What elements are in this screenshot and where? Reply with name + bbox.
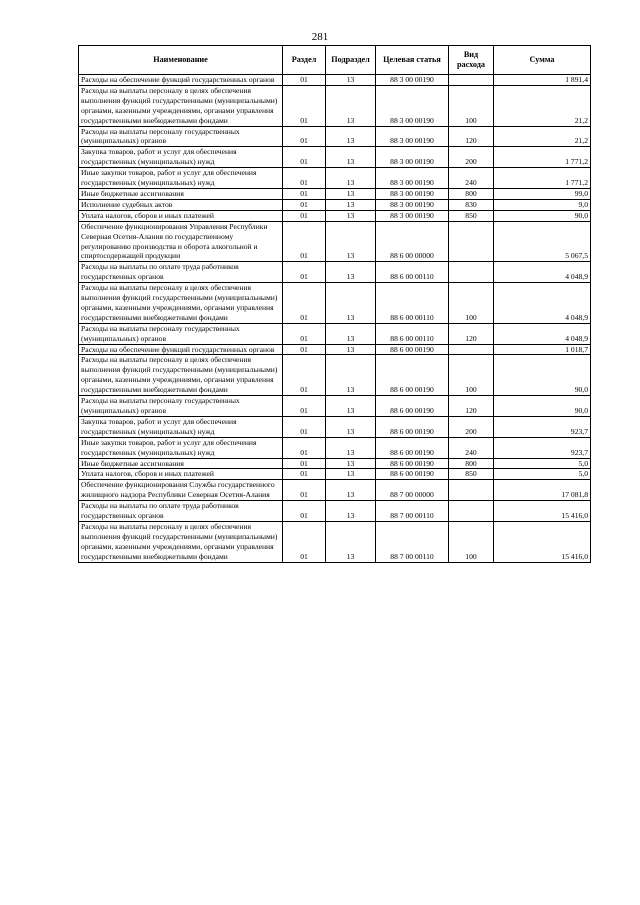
row-expense-type bbox=[449, 262, 494, 283]
row-section: 01 bbox=[283, 469, 326, 480]
row-sum: 90,0 bbox=[494, 396, 591, 417]
row-target-article: 88 3 00 00190 bbox=[376, 168, 449, 189]
row-section: 01 bbox=[283, 221, 326, 262]
header-section: Раздел bbox=[283, 46, 326, 75]
row-expense-type bbox=[449, 221, 494, 262]
row-subsection: 13 bbox=[326, 210, 376, 221]
row-subsection: 13 bbox=[326, 437, 376, 458]
row-sum: 15 416,0 bbox=[494, 501, 591, 522]
row-section: 01 bbox=[283, 199, 326, 210]
row-target-article: 88 3 00 00190 bbox=[376, 85, 449, 126]
row-expense-type: 100 bbox=[449, 283, 494, 324]
row-expense-type: 850 bbox=[449, 469, 494, 480]
row-subsection: 13 bbox=[326, 85, 376, 126]
row-expense-type: 100 bbox=[449, 85, 494, 126]
table-row bbox=[79, 416, 591, 437]
row-subsection: 13 bbox=[326, 521, 376, 562]
row-name: Расходы на обеспечение функций государственных органов bbox=[79, 75, 283, 86]
row-target-article: 88 6 00 00190 bbox=[376, 437, 449, 458]
row-section: 01 bbox=[283, 168, 326, 189]
table-row bbox=[79, 396, 591, 417]
row-subsection: 13 bbox=[326, 126, 376, 147]
row-name: Иные закупки товаров, работ и услуг для обеспечения государственных (муниципальных) нужд bbox=[79, 168, 283, 189]
row-name: Исполнение судебных актов bbox=[79, 199, 283, 210]
table-row bbox=[79, 168, 591, 189]
row-sum: 5 067,5 bbox=[494, 221, 591, 262]
row-expense-type: 100 bbox=[449, 521, 494, 562]
table-row bbox=[79, 344, 591, 355]
row-target-article: 88 6 00 00190 bbox=[376, 416, 449, 437]
row-section: 01 bbox=[283, 521, 326, 562]
row-subsection: 13 bbox=[326, 188, 376, 199]
row-name: Уплата налогов, сборов и иных платежей bbox=[79, 469, 283, 480]
table-row bbox=[79, 469, 591, 480]
row-section: 01 bbox=[283, 323, 326, 344]
row-name: Обеспечение функционирования Управления Республики Северная Осетия-Алания по государственному регулированию производства и оборота алкогольной и спиртосодержащей продукции bbox=[79, 221, 283, 262]
row-section: 01 bbox=[283, 262, 326, 283]
table-row bbox=[79, 480, 591, 501]
row-subsection: 13 bbox=[326, 416, 376, 437]
row-target-article: 88 6 00 00190 bbox=[376, 344, 449, 355]
row-expense-type: 800 bbox=[449, 188, 494, 199]
row-expense-type: 100 bbox=[449, 355, 494, 396]
row-name: Иные закупки товаров, работ и услуг для обеспечения государственных (муниципальных) нужд bbox=[79, 437, 283, 458]
row-target-article: 88 6 00 00190 bbox=[376, 469, 449, 480]
row-section: 01 bbox=[283, 210, 326, 221]
table-row bbox=[79, 188, 591, 199]
row-subsection: 13 bbox=[326, 75, 376, 86]
row-subsection: 13 bbox=[326, 344, 376, 355]
row-expense-type: 800 bbox=[449, 458, 494, 469]
row-target-article: 88 3 00 00190 bbox=[376, 210, 449, 221]
row-section: 01 bbox=[283, 480, 326, 501]
row-target-article: 88 6 00 00190 bbox=[376, 396, 449, 417]
row-sum: 923,7 bbox=[494, 437, 591, 458]
row-sum: 923,7 bbox=[494, 416, 591, 437]
table-row bbox=[79, 147, 591, 168]
row-expense-type: 240 bbox=[449, 168, 494, 189]
row-sum: 15 416,0 bbox=[494, 521, 591, 562]
row-name: Расходы на выплаты персоналу в целях обеспечения выполнения функций государственными (муниципальными) органами, казенными учреждениями, органами управления государственными внебюджетными фондами bbox=[79, 355, 283, 396]
row-section: 01 bbox=[283, 355, 326, 396]
row-target-article: 88 7 00 00110 bbox=[376, 521, 449, 562]
row-name: Уплата налогов, сборов и иных платежей bbox=[79, 210, 283, 221]
row-subsection: 13 bbox=[326, 469, 376, 480]
row-target-article: 88 3 00 00190 bbox=[376, 147, 449, 168]
row-target-article: 88 6 00 00000 bbox=[376, 221, 449, 262]
row-target-article: 88 3 00 00190 bbox=[376, 126, 449, 147]
row-name: Расходы на выплаты по оплате труда работников государственных органов bbox=[79, 262, 283, 283]
row-expense-type bbox=[449, 501, 494, 522]
row-sum: 1 018,7 bbox=[494, 344, 591, 355]
budget-table bbox=[78, 45, 591, 563]
row-sum: 5,0 bbox=[494, 458, 591, 469]
row-name: Обеспечение функционирования Службы государственного жилищного надзора Республики Северная Осетия-Алания bbox=[79, 480, 283, 501]
row-sum: 1 771,2 bbox=[494, 168, 591, 189]
row-section: 01 bbox=[283, 396, 326, 417]
row-subsection: 13 bbox=[326, 168, 376, 189]
row-target-article: 88 3 00 00190 bbox=[376, 199, 449, 210]
row-target-article: 88 6 00 00190 bbox=[376, 458, 449, 469]
row-name: Расходы на выплаты персоналу государственных (муниципальных) органов bbox=[79, 396, 283, 417]
row-section: 01 bbox=[283, 85, 326, 126]
row-name: Расходы на выплаты персоналу в целях обеспечения выполнения функций государственными (муниципальными) органами, казенными учреждениями, органами управления государственными внебюджетными фондами bbox=[79, 283, 283, 324]
row-section: 01 bbox=[283, 416, 326, 437]
row-expense-type: 120 bbox=[449, 396, 494, 417]
header-target-article: Целевая статья bbox=[376, 46, 449, 75]
row-section: 01 bbox=[283, 437, 326, 458]
row-target-article: 88 7 00 00000 bbox=[376, 480, 449, 501]
row-subsection: 13 bbox=[326, 262, 376, 283]
row-subsection: 13 bbox=[326, 501, 376, 522]
row-expense-type bbox=[449, 344, 494, 355]
table-row bbox=[79, 283, 591, 324]
row-section: 01 bbox=[283, 75, 326, 86]
row-target-article: 88 6 00 00110 bbox=[376, 262, 449, 283]
row-section: 01 bbox=[283, 501, 326, 522]
row-expense-type: 200 bbox=[449, 147, 494, 168]
page-number: 281 bbox=[311, 31, 329, 43]
table-row bbox=[79, 75, 591, 86]
row-target-article: 88 6 00 00110 bbox=[376, 283, 449, 324]
row-target-article: 88 6 00 00110 bbox=[376, 323, 449, 344]
row-name: Закупка товаров, работ и услуг для обеспечения государственных (муниципальных) нужд bbox=[79, 416, 283, 437]
table-row bbox=[79, 437, 591, 458]
header-name: Наименование bbox=[79, 46, 283, 75]
row-subsection: 13 bbox=[326, 323, 376, 344]
row-target-article: 88 7 00 00110 bbox=[376, 501, 449, 522]
row-sum: 21,2 bbox=[494, 126, 591, 147]
row-sum: 1 771,2 bbox=[494, 147, 591, 168]
row-expense-type: 850 bbox=[449, 210, 494, 221]
row-sum: 4 048,9 bbox=[494, 283, 591, 324]
row-sum: 5,0 bbox=[494, 469, 591, 480]
row-sum: 17 081,8 bbox=[494, 480, 591, 501]
table-row bbox=[79, 210, 591, 221]
row-subsection: 13 bbox=[326, 396, 376, 417]
row-section: 01 bbox=[283, 283, 326, 324]
row-expense-type bbox=[449, 480, 494, 501]
row-section: 01 bbox=[283, 147, 326, 168]
row-name: Расходы на обеспечение функций государственных органов bbox=[79, 344, 283, 355]
row-subsection: 13 bbox=[326, 147, 376, 168]
row-target-article: 88 6 00 00190 bbox=[376, 355, 449, 396]
row-sum: 99,0 bbox=[494, 188, 591, 199]
row-name: Расходы на выплаты персоналу государственных (муниципальных) органов bbox=[79, 126, 283, 147]
row-name: Иные бюджетные ассигнования bbox=[79, 188, 283, 199]
row-sum: 9,0 bbox=[494, 199, 591, 210]
table-row bbox=[79, 458, 591, 469]
row-expense-type: 200 bbox=[449, 416, 494, 437]
row-target-article: 88 3 00 00190 bbox=[376, 75, 449, 86]
row-section: 01 bbox=[283, 188, 326, 199]
table-row bbox=[79, 126, 591, 147]
row-sum: 90,0 bbox=[494, 210, 591, 221]
row-subsection: 13 bbox=[326, 283, 376, 324]
row-subsection: 13 bbox=[326, 480, 376, 501]
row-section: 01 bbox=[283, 344, 326, 355]
row-expense-type: 120 bbox=[449, 126, 494, 147]
header-subsection: Подраздел bbox=[326, 46, 376, 75]
table-row bbox=[79, 199, 591, 210]
header-sum: Сумма bbox=[494, 46, 591, 75]
row-subsection: 13 bbox=[326, 199, 376, 210]
row-name: Расходы на выплаты персоналу в целях обеспечения выполнения функций государственными (муниципальными) органами, казенными учреждениями, органами управления государственными внебюджетными фондами bbox=[79, 521, 283, 562]
table-row bbox=[79, 501, 591, 522]
row-expense-type bbox=[449, 75, 494, 86]
row-section: 01 bbox=[283, 458, 326, 469]
table-row bbox=[79, 521, 591, 562]
row-sum: 4 048,9 bbox=[494, 262, 591, 283]
table-header-row bbox=[79, 46, 591, 75]
row-name: Расходы на выплаты персоналу государственных (муниципальных) органов bbox=[79, 323, 283, 344]
row-sum: 4 048,9 bbox=[494, 323, 591, 344]
table-row bbox=[79, 85, 591, 126]
row-expense-type: 830 bbox=[449, 199, 494, 210]
row-section: 01 bbox=[283, 126, 326, 147]
row-target-article: 88 3 00 00190 bbox=[376, 188, 449, 199]
table-row bbox=[79, 323, 591, 344]
header-expense-type: Вид расхода bbox=[449, 46, 494, 75]
row-subsection: 13 bbox=[326, 355, 376, 396]
row-sum: 90,0 bbox=[494, 355, 591, 396]
row-name: Расходы на выплаты персоналу в целях обеспечения выполнения функций государственными (муниципальными) органами, казенными учреждениями, органами управления государственными внебюджетными фондами bbox=[79, 85, 283, 126]
row-sum: 21,2 bbox=[494, 85, 591, 126]
row-name: Иные бюджетные ассигнования bbox=[79, 458, 283, 469]
row-subsection: 13 bbox=[326, 458, 376, 469]
row-expense-type: 120 bbox=[449, 323, 494, 344]
row-sum: 1 891,4 bbox=[494, 75, 591, 86]
row-expense-type: 240 bbox=[449, 437, 494, 458]
row-name: Расходы на выплаты по оплате труда работников государственных органов bbox=[79, 501, 283, 522]
table-row bbox=[79, 221, 591, 262]
table-row bbox=[79, 355, 591, 396]
table-row bbox=[79, 262, 591, 283]
row-subsection: 13 bbox=[326, 221, 376, 262]
row-name: Закупка товаров, работ и услуг для обеспечения государственных (муниципальных) нужд bbox=[79, 147, 283, 168]
